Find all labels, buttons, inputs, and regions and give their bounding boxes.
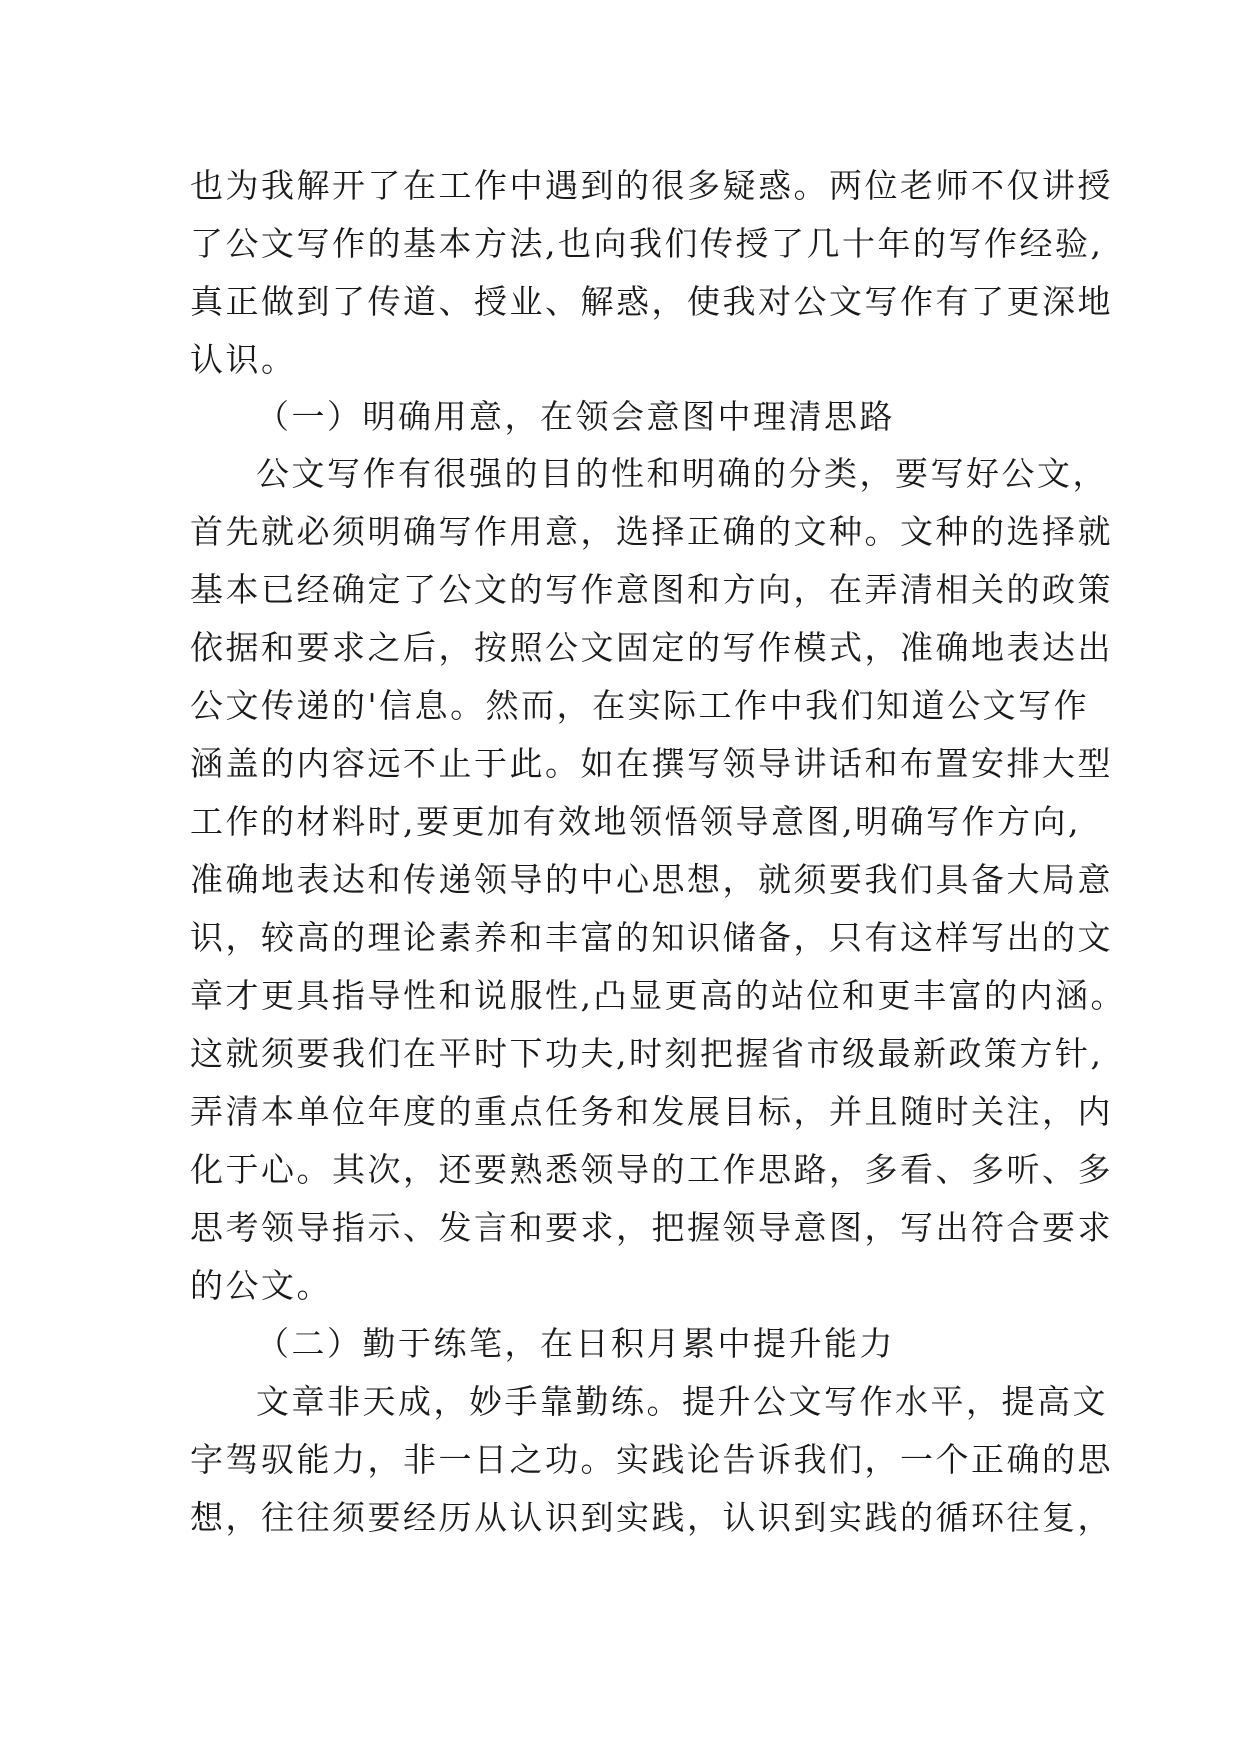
section-heading: （二）勤于练笔，在日积月累中提升能力 bbox=[256, 1324, 895, 1363]
paragraph-line: 章才更具指导性和说服性,凸显更高的站位和更丰富的内涵。 bbox=[190, 976, 1126, 1015]
paragraph-line: 也为我解开了在工作中遇到的很多疑惑。两位老师不仅讲授 bbox=[190, 166, 1113, 205]
paragraph-line: 识，较高的理论素养和丰富的知识储备，只有这样写出的文 bbox=[190, 918, 1113, 957]
paragraph-line: 准确地表达和传递领导的中心思想，就须要我们具备大局意 bbox=[190, 860, 1113, 899]
paragraph-line: 弄清本单位年度的重点任务和发展目标，并且随时关注，内 bbox=[190, 1092, 1113, 1131]
paragraph-line: 工作的材料时,要更加有效地领悟领导意图,明确写作方向, bbox=[190, 802, 1081, 841]
paragraph-line: 公文写作有很强的目的性和明确的分类，要写好公文， bbox=[256, 454, 1108, 493]
paragraph-line: 字驾驭能力，非一日之功。实践论告诉我们，一个正确的思 bbox=[190, 1440, 1113, 1479]
paragraph-line: 基本已经确定了公文的写作意图和方向，在弄清相关的政策 bbox=[190, 570, 1113, 609]
paragraph-line: 涵盖的内容远不止于此。如在撰写领导讲话和布置安排大型 bbox=[190, 744, 1113, 783]
paragraph-line: 公文传递的'信息。然而，在实际工作中我们知道公文写作 bbox=[190, 686, 1090, 725]
paragraph-line: 依据和要求之后，按照公文固定的写作模式，准确地表达出 bbox=[190, 628, 1113, 667]
section-heading: （一）明确用意，在领会意图中理清思路 bbox=[256, 397, 895, 436]
paragraph-line: 化于心。其次，还要熟悉领导的工作思路，多看、多听、多 bbox=[190, 1150, 1113, 1189]
paragraph-line: 真正做到了传道、授业、解惑，使我对公文写作有了更深地 bbox=[190, 282, 1113, 321]
paragraph-line: 思考领导指示、发言和要求，把握领导意图，写出符合要求 bbox=[190, 1208, 1113, 1247]
paragraph-line: 文章非天成，妙手靠勤练。提升公文写作水平，提高文 bbox=[256, 1382, 1108, 1421]
paragraph-line: 这就须要我们在平时下功夫,时刻把握省市级最新政策方针, bbox=[190, 1034, 1104, 1073]
paragraph-line: 想，往往须要经历从认识到实践，认识到实践的循环往复， bbox=[190, 1498, 1113, 1537]
paragraph-line: 的公文。 bbox=[190, 1266, 332, 1305]
paragraph-line: 了公文写作的基本方法,也向我们传授了几十年的写作经验, bbox=[190, 224, 1104, 263]
paragraph-line: 首先就必须明确写作用意，选择正确的文种。文种的选择就 bbox=[190, 512, 1113, 551]
paragraph-line: 认识。 bbox=[190, 340, 297, 379]
